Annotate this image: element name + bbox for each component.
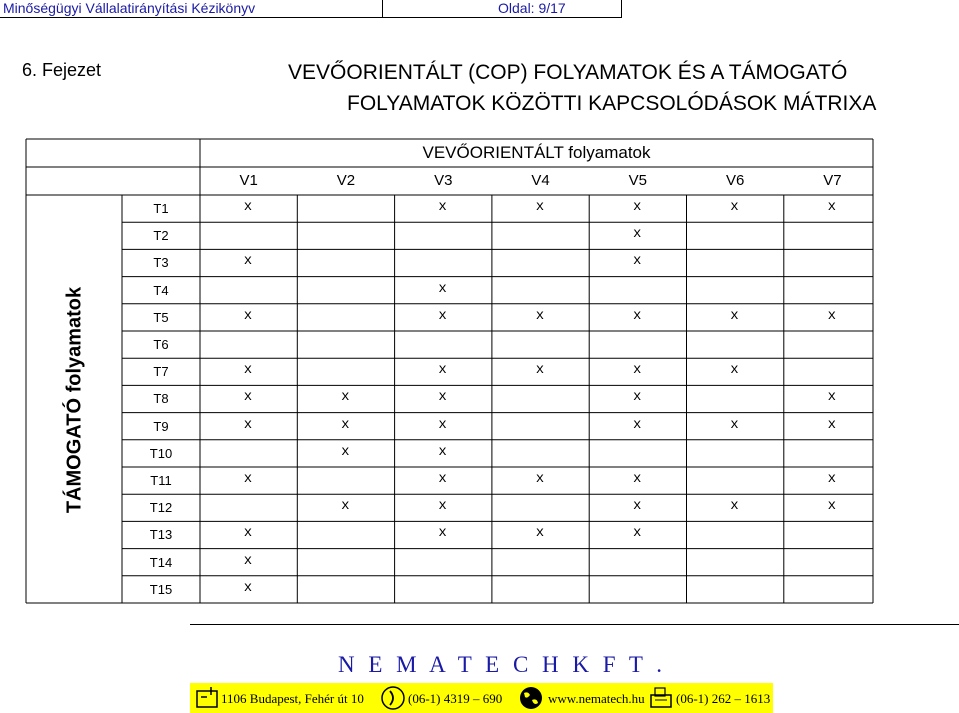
contact-band [190,683,773,713]
matrix-mark: x [438,525,447,542]
matrix-mark: x [632,307,642,324]
row-label-t1: T1 [153,201,169,216]
matrix-mark: x [730,498,739,515]
matrix-mark: x [243,362,253,379]
row-label-t5: T5 [153,309,169,325]
matrix-mark: x [243,389,253,406]
matrix-mark: x [341,498,350,515]
matrix-mark: x [243,579,253,596]
document-title-line1: VEVŐORIENTÁLT (COP) FOLYAMATOK ÉS A TÁMOGATÓ [288,61,848,84]
matrix-mark: x [827,199,836,215]
column-header-v4: V4 [531,172,550,189]
globe-icon [518,685,544,711]
matrix-mark: x [243,552,253,569]
matrix-mark: x [632,362,642,379]
matrix-mark: x [438,498,447,515]
column-header-v1: V1 [239,172,258,189]
matrix-mark: x [730,416,739,433]
page-number: Oldal: 9/17 [383,0,622,18]
row-label-t3: T3 [153,255,169,271]
row-label-t8: T8 [153,391,169,407]
document-title-line2: FOLYAMATOK KÖZÖTTI KAPCSOLÓDÁSOK MÁTRIXA [347,92,877,115]
matrix-mark: x [438,280,447,297]
matrix-mark: x [535,525,545,542]
manual-title: Minőségügyi Vállalatirányítási Kézikönyv [0,0,383,18]
row-group-header: TÁMOGATÓ folyamatok [63,286,86,514]
phone-text: (06-1) 4319 – 690 [408,691,503,706]
address-text: 1106 Budapest, Fehér út 10 [221,691,364,706]
website-link[interactable]: www.nematech.hu [548,691,645,706]
row-label-t12: T12 [149,500,173,516]
matrix-mark: x [535,307,545,324]
row-label-t11: T11 [150,473,172,488]
matrix-mark: x [827,389,836,406]
matrix-mark: x [632,226,642,243]
matrix-mark: x [243,307,253,324]
matrix-mark: x [438,443,447,460]
column-header-v5: V5 [628,172,648,189]
matrix-mark: x [827,307,836,324]
matrix-mark: x [243,525,253,542]
matrix-mark: x [827,498,836,515]
matrix-mark: x [730,307,739,324]
matrix-mark: x [632,416,642,433]
phone-icon [380,685,406,711]
matrix-mark: x [243,253,253,270]
matrix-mark: x [438,199,447,215]
matrix-mark: x [438,362,447,379]
matrix-mark: x [243,199,253,215]
fax-icon [648,685,674,711]
matrix-mark: x [341,443,350,460]
matrix-mark: x [243,471,253,487]
matrix-mark: x [535,362,545,379]
row-label-t13: T13 [149,527,173,543]
row-label-t2: T2 [153,228,169,244]
matrix-mark: x [632,498,642,515]
matrix-mark: x [730,362,739,379]
matrix-mark: x [535,471,545,487]
matrix-mark: x [438,416,447,433]
matrix-mark: x [730,199,739,215]
mailbox-icon [194,685,220,711]
row-label-t4: T4 [153,282,169,298]
matrix-mark: x [632,253,642,270]
matrix-mark: x [243,416,253,433]
row-label-t15: T15 [149,581,173,597]
row-label-t10: T10 [149,445,173,461]
matrix-mark: x [632,389,642,406]
column-header-v6: V6 [725,172,745,189]
column-group-header: VEVŐORIENTÁLT folyamatok [422,143,651,162]
matrix-mark: x [341,416,350,433]
matrix-mark: x [632,199,642,215]
column-header-v7: V7 [823,172,842,189]
column-header-v3: V3 [434,172,453,189]
row-label-t6: T6 [153,337,169,352]
matrix-mark: x [438,307,447,324]
row-label-t14: T14 [149,554,173,570]
row-label-t7: T7 [153,364,169,380]
matrix-mark: x [827,416,836,433]
company-name: N E M A T E C H K F T . [338,652,667,677]
matrix-mark: x [632,471,642,487]
matrix-mark: x [438,389,447,406]
column-header-v2: V2 [336,172,356,189]
matrix-mark: x [341,389,350,406]
matrix-mark: x [438,471,447,487]
matrix-mark: x [535,199,545,215]
row-label-t9: T9 [153,418,169,434]
matrix-mark: x [632,525,642,542]
footer-rule [190,624,959,625]
matrix-mark: x [827,471,836,487]
fax-text: (06-1) 262 – 1613 [676,691,771,706]
chapter-label: 6. Fejezet [22,60,102,80]
